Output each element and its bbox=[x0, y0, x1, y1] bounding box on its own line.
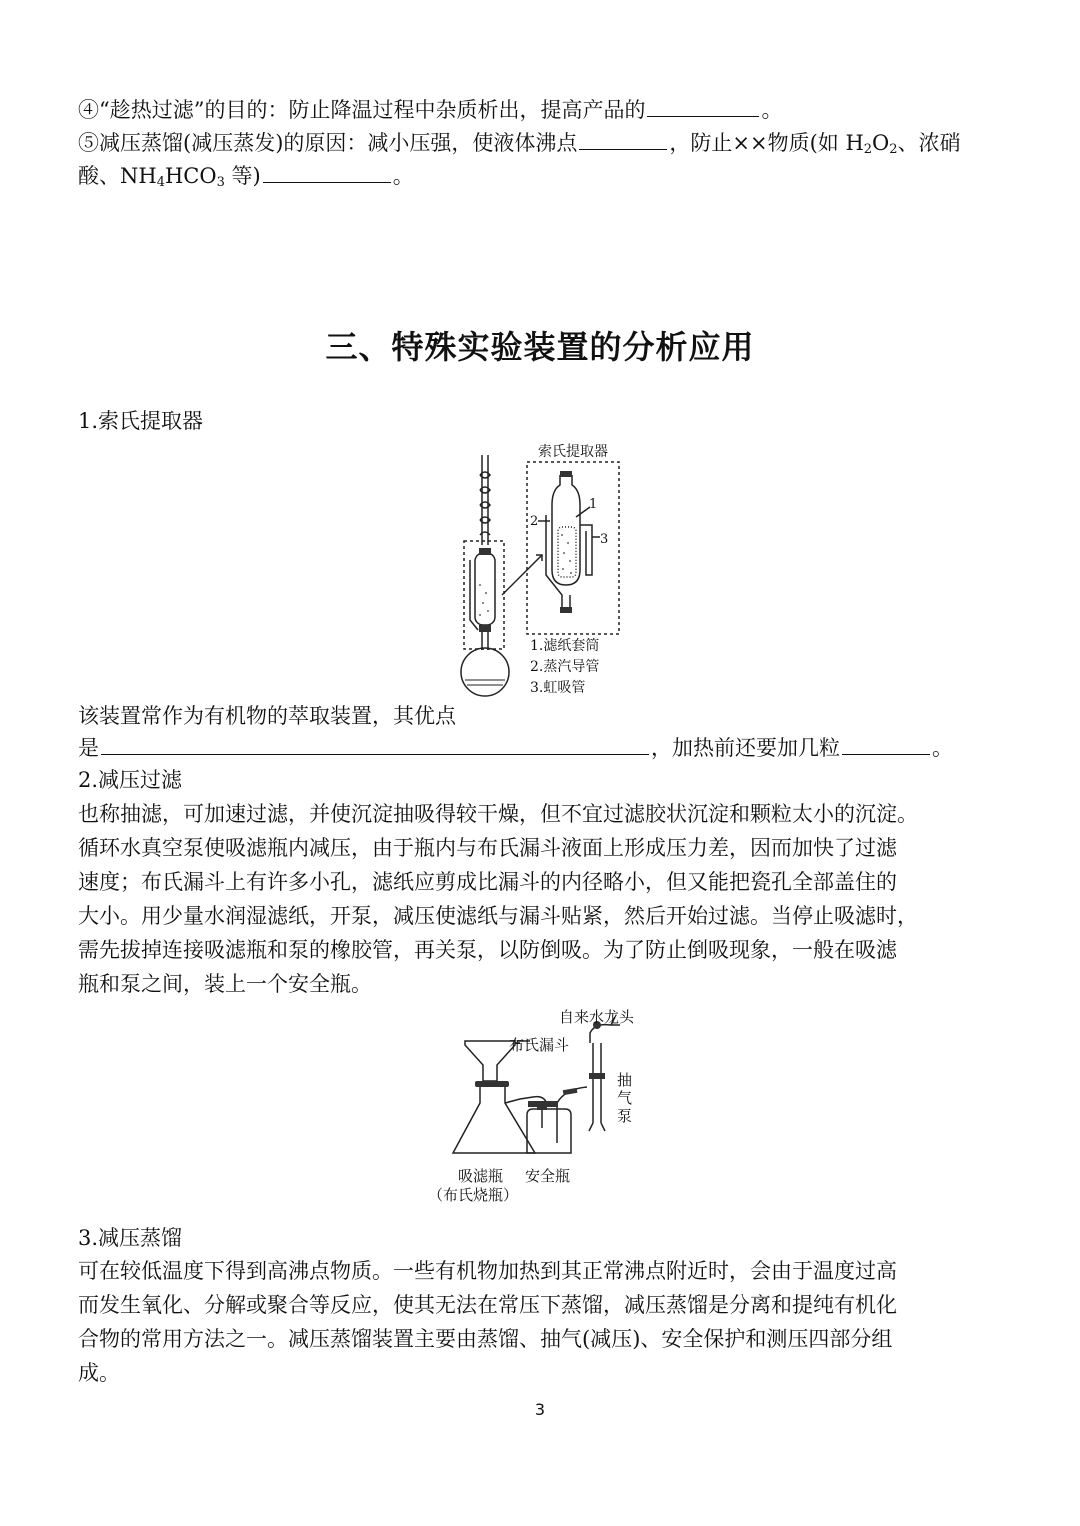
vd-line-2: 而发生氧化、分解或聚合等反应，使其无法在常压下蒸馏，减压蒸馏是分离和提纯有机化 bbox=[78, 1293, 897, 1317]
item-5-blank-boiling[interactable] bbox=[579, 127, 667, 150]
soxhlet-question-line-1: 该装置常作为有机物的萃取装置，其优点 bbox=[78, 704, 456, 728]
flask-label: 吸滤瓶 bbox=[458, 1167, 504, 1185]
vacuum-filtration-heading: 2.减压过滤 bbox=[78, 768, 183, 792]
tap-label: 自来水龙头 bbox=[559, 1008, 635, 1026]
item-4-suffix: 。 bbox=[761, 98, 783, 122]
buchner-funnel bbox=[465, 1041, 515, 1081]
vacuum-filtration-paragraph bbox=[78, 797, 1006, 1001]
vf-line-3: 速度；布氏漏斗上有许多小孔，滤纸应剪成比漏斗的内径略小，但又能把瓷孔全部盖住的 bbox=[78, 870, 897, 894]
soxhlet-legend-3: 3.虹吸管 bbox=[530, 680, 586, 696]
vf-line-4: 大小。用少量水润湿滤纸，开泵，减压使滤纸与漏斗贴紧，然后开始过滤。当停止吸滤时， bbox=[78, 904, 918, 928]
suction-flask bbox=[453, 1085, 535, 1153]
soxhlet-q-end: 。 bbox=[932, 736, 953, 760]
vf-line-6: 瓶和泵之间，装上一个安全瓶。 bbox=[78, 972, 372, 996]
vacuum-filtration-figure bbox=[425, 1003, 685, 1208]
section-title: 三、特殊实验装置的分析应用 bbox=[325, 328, 755, 366]
pump-label-3: 泵 bbox=[617, 1107, 633, 1125]
item-5-line2-prefix: 酸、NH bbox=[78, 164, 157, 188]
nh4-sub: 4 bbox=[156, 175, 165, 190]
soxhlet-boiling-chips-blank[interactable] bbox=[842, 732, 930, 755]
item-5-line2-end: 。 bbox=[392, 164, 414, 188]
item-5-mid: ，防止××物质(如 H bbox=[669, 131, 864, 155]
soxhlet-label-3: 3 bbox=[600, 532, 609, 547]
vd-line-4: 成。 bbox=[78, 1361, 120, 1385]
hco3-sub: 3 bbox=[216, 175, 225, 190]
soxhlet-heading: 1.索氏提取器 bbox=[78, 409, 204, 433]
item-5-text: ⑤减压蒸馏(减压蒸发)的原因：减小压强，使液体沸点 bbox=[78, 131, 578, 155]
item-4-line bbox=[78, 94, 1008, 126]
soxhlet-right-dashed-box bbox=[527, 462, 619, 634]
h2o2-o: O bbox=[872, 131, 890, 155]
vd-line-1: 可在较低温度下得到高沸点物质。一些有机物加热到其正常沸点附近时，会由于温度过高 bbox=[78, 1259, 897, 1283]
soxhlet-box-title: 索氏提取器 bbox=[538, 444, 608, 460]
safety-bottle bbox=[527, 1109, 571, 1153]
flask-sub-label: （布氏烧瓶） bbox=[428, 1186, 519, 1204]
soxhlet-label-2: 2 bbox=[530, 514, 539, 529]
h2o2-sub-2: 2 bbox=[889, 142, 898, 157]
safety-bottle-label: 安全瓶 bbox=[525, 1167, 571, 1185]
vf-line-2: 循环水真空泵使吸滤瓶内减压，由于瓶内与布氏漏斗液面上形成压力差，因而加快了过滤 bbox=[78, 836, 897, 860]
item-5-blank-decompose[interactable] bbox=[263, 160, 391, 183]
soxhlet-legend-2: 2.蒸汽导管 bbox=[530, 659, 600, 675]
vd-line-3: 合物的常用方法之一。减压蒸馏装置主要由蒸馏、抽气(减压)、安全保护和测压四部分组 bbox=[78, 1327, 893, 1351]
soxhlet-advantage-blank[interactable] bbox=[101, 732, 649, 755]
vacuum-distillation-paragraph bbox=[78, 1254, 1006, 1390]
soxhlet-legend-1: 1.滤纸套筒 bbox=[530, 638, 600, 654]
soxhlet-q-prefix: 是 bbox=[78, 736, 99, 760]
item-5-line2-mid: 等) bbox=[224, 164, 261, 188]
h2o2-sub-1: 2 bbox=[863, 142, 873, 157]
soxhlet-question-line-2 bbox=[78, 732, 1008, 764]
vf-line-1: 也称抽滤，可加速过滤，并使沉淀抽吸得较干燥，但不宜过滤胶状沉淀和颗粒太小的沉淀。 bbox=[78, 802, 918, 826]
pump-label-2: 气 bbox=[617, 1089, 633, 1107]
soxhlet-q-mid: ，加热前还要加几粒 bbox=[651, 736, 840, 760]
page-number: 3 bbox=[534, 1400, 546, 1419]
item-5-line-2 bbox=[78, 160, 1008, 199]
funnel-label: 布氏漏斗 bbox=[509, 1036, 570, 1054]
soxhlet-figure bbox=[450, 435, 630, 700]
item-4-blank[interactable] bbox=[647, 94, 759, 117]
vf-line-5: 需先拔掉连接吸滤瓶和泵的橡胶管，再关泵，以防倒吸。为了防止倒吸现象，一般在吸滤 bbox=[78, 938, 897, 962]
vacuum-distillation-heading: 3.减压蒸馏 bbox=[78, 1226, 183, 1250]
hco3-text: HCO bbox=[164, 164, 217, 188]
item-5-end: 、浓硝 bbox=[897, 131, 961, 155]
soxhlet-label-1: 1 bbox=[589, 497, 598, 512]
pump-label-1: 抽 bbox=[617, 1071, 633, 1089]
item-4-text: ④“趁热过滤”的目的：防止降温过程中杂质析出，提高产品的 bbox=[78, 98, 646, 122]
